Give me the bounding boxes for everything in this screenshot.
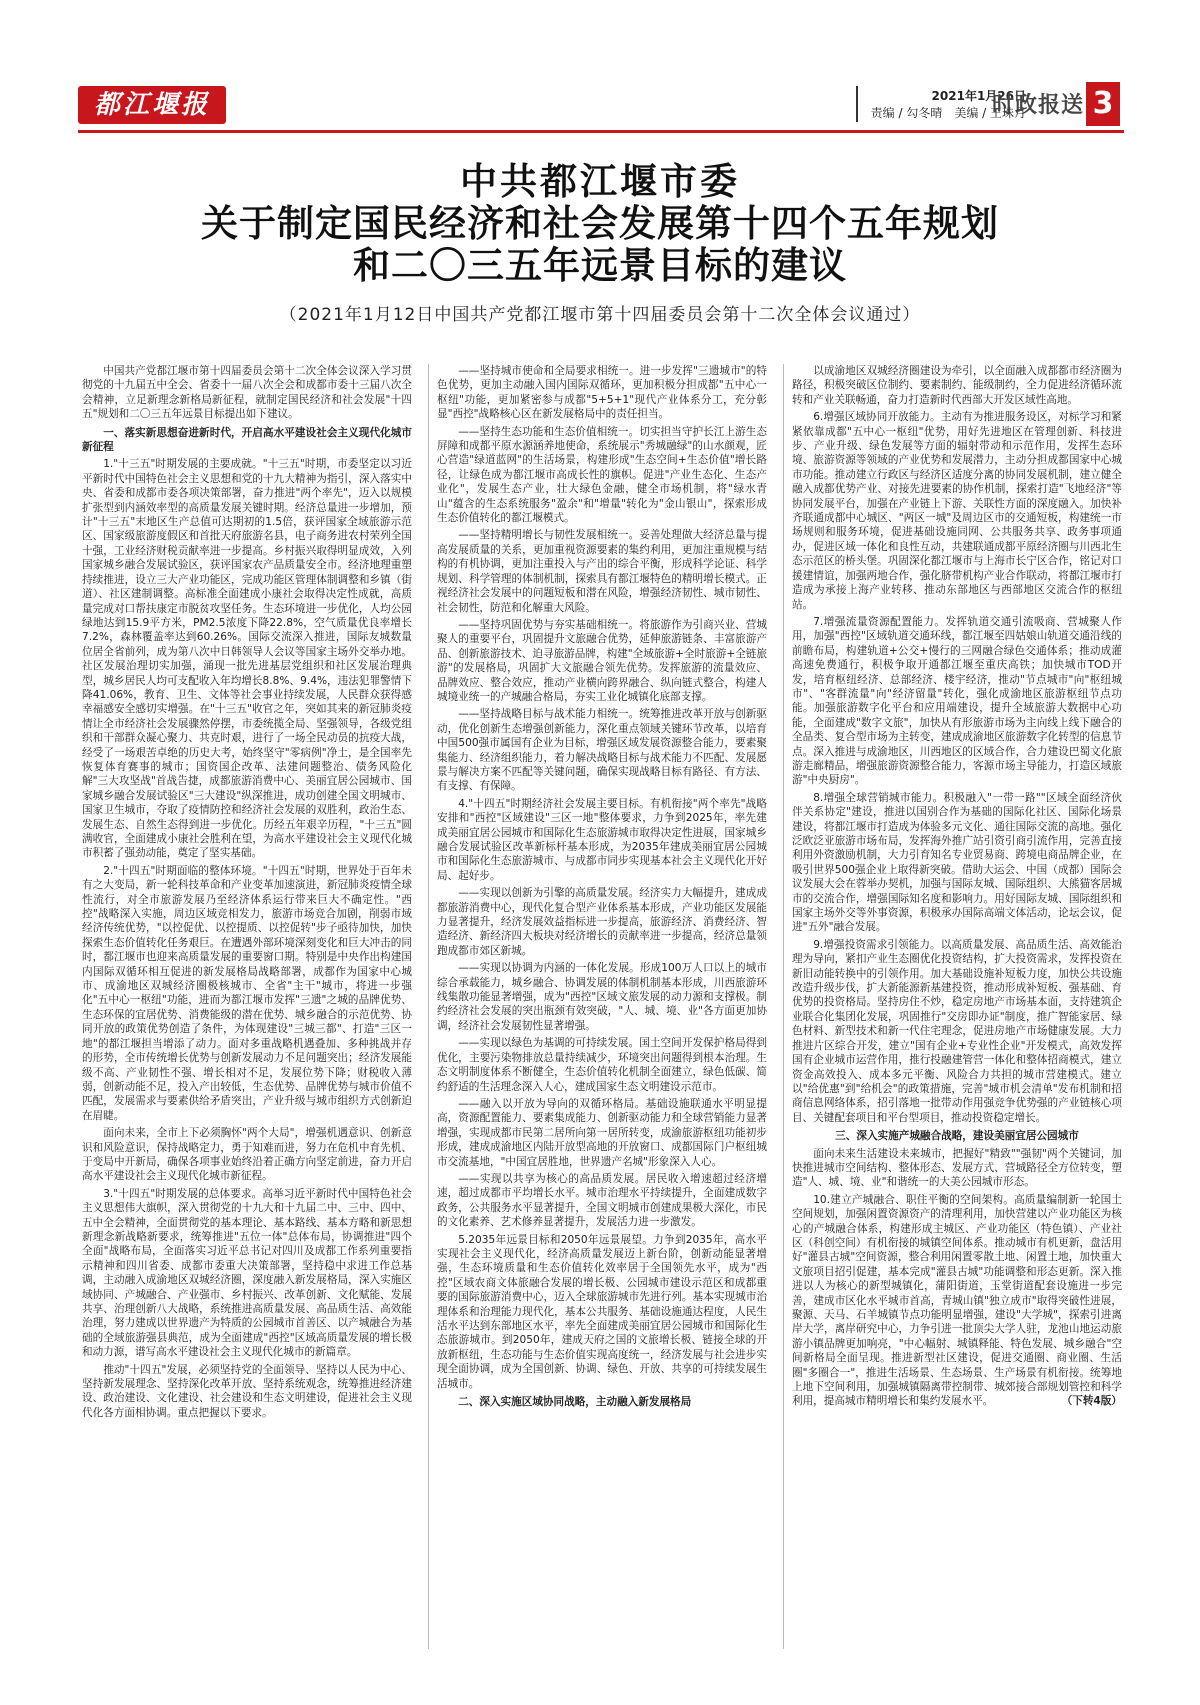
paragraph: 面向未来，全市上下必须胸怀"两个大局"，增强机遇意识、创新意识和风险意识，保持战略定力，勇于知难而进，努力在危机中育先机、于变局中开新局，确保各项事业始终沿着正确方向坚定前进，奋力开启高水平建设社会主义现代化城市新征程。: [82, 1127, 412, 1183]
paragraph: ——坚持战略目标与战术能力相统一。统筹推进改革开放与创新驱动，优化创新生态增强创新能力，深化重点领域关键环节改革，以培育中国500强市属国有企业为目标，增强区域发展资源整合能力，要素聚集能力、经济组织能力，着力解决战略目标与战术能力不匹配、发展愿景与解决方案不匹配等关键问题，确保实现战略目标有路径、有方法、有支撑、有保障。: [437, 708, 767, 793]
page-number: 3: [1086, 82, 1120, 126]
paragraph: ——实现以绿色为基调的可持续发展。国土空间开发保护格局得到优化，主要污染物排放总量持续减少，环境突出问题得到根本治理。生态文明制度体系不断健全，生态价值转化机制全面建立，绿色低碳、简约舒适的生活理念深入人心，建成国家生态文明建设示范市。: [437, 1037, 767, 1093]
masthead-rule: [78, 130, 1124, 133]
section-name: 时政报送: [991, 93, 1084, 118]
section-heading: 三、深入实施产城融合战略，建设美丽宜居公园城市: [835, 1130, 1079, 1143]
paragraph: 8.增强全球营销城市能力。积极融入"一带一路""区域全面经济伙伴关系协定"建设，推进以国别合作为基础的国际化社区、国际化场景建设，将都江堰市打造成为体验多元文化、通往国际交流的高地。强化泛欧泛亚旅游市场布局，发挥海外推广站引资引商引流作用，完善直接利用外资激励机制，大力引育知名专业贸易商、跨境电商品牌企业，在吸引世界500强企业上取得新突破。借助大运会、中国（成都）国际会议发展大会在蓉举办契机，加强与国际友城、国际组织、大熊猫客居城市的交流合作，增强国际知名度和影响力。用好国际友城、国际组织和国家主场外交等外事资源，积极承办国际高端文体活动，论坛会议，促进"五外"融合发展。: [792, 791, 1122, 934]
paragraph: 2."十四五"时期面临的整体环境。"十四五"时期，世界处于百年未有之大变局，新一轮科技革命和产业变革加速演进，新冠肺炎疫情全球性流行，对全市旅游发展乃至经济体系运行带来巨大不确定性。"西控"战略深入实施，周边区域竞相发力，旅游市场竞合加剧，削弱市域经济传统优势，"以控促优、以控提质、以控促转"步子亟待加快，加快探索生态价值转化任务艰巨。在遭遇外部环境深刻变化和巨大冲击的同时，都江堰市也迎来高质量发展的重要窗口期。特别是中央作出构建国内国际双循环相互促进的新发展格局战略部署，成都作为国家中心城市、成渝地区双城经济圈极核城市、全省"主干"城市，将进一步强化"五中心一枢纽"功能，进而为都江堰市发挥"三遗"之城的品牌优势、生态环保的宜居优势、消费能级的潜在优势、城乡融合的示范优势、协同开放的政策优势创造了条件，为体现建设"三城三都"、打造"三区一地"的都江堰担当增添了动力。面对多重战略机遇叠加、多种挑战并存的形势，全市传统增长优势与创新发展动力不足问题突出；经济发展能级不高、产业韧性不强、增长相对不足，发展位势下降；财税收入薄弱，创新动能不足，投入产出较低，生态优势、品牌优势与城市价值不匹配，发展需求与要素供给矛盾突出，产业升级与城市组织方式创新迫在眉睫。: [82, 864, 412, 1122]
paragraph: ——坚持精明增长与韧性发展相统一。妥善处理做大经济总量与提高发展质量的关系，更加重视资源要素的集约利用，更加注重规模与结构的有机协调，更加注重投入与产出的综合平衡，形成科学论证、科学规划、科学管理的体制机制，探索具有都江堰特色的精明增长模式。正视经济社会发展中的问题短板和潜在风险，增强经济韧性、城市韧性、社会韧性，防范和化解重大风险。: [437, 529, 767, 614]
masthead: [60, 82, 1140, 132]
paragraph: 1."十三五"时期发展的主要成就。"十三五"时期，市委坚定以习近平新时代中国特色社会主义思想和党的十九大精神为指引，深入落实中央、省委和成都市委各项决策部署，奋力推进"两个率先"，迈入以规模扩张型到内涵效率型的高质量发展关键时期。经济总量进一步增加，预计"十三五"末地区生产总值可达期初的1.5倍，获评国家全域旅游示范区、国家级旅游度假区和首批天府旅游名县，电子商务进农村荣列全国十强，工业经济财税贡献率进一步提高。乡村振兴取得明显成效，入列国家城乡融合发展试验区，获评国家农产品质量安全市。经济地理重塑持续推进，设立三大产业功能区，完成功能区管理体制调整和乡镇（街道）、社区建制调整。高标准全面建成小康社会取得决定性成就，高质量完成对口帮扶康定市脱贫攻坚任务。生态环境进一步优化，人均公园绿地达到15.9平方米，PM2.5浓度下降22.8%，空气质量优良率增长7.2%，森林覆盖率达到60.26%。国际交流深入推进，国际友城数量位居全省前列，成为第八次中日韩领导人会议等国家主场外交举办地。社区发展治理切实加强，涌现一批先进基层党组织和社区发展治理典型，城乡居民人均可支配收入年均增长8.8%、9.4%，违法犯罪警情下降41.06%，教育、卫生、文体等社会事业持续发展，人民群众获得感幸福感安全感切实增强。在"十三五"收官之年，突如其来的新冠肺炎疫情让全市经济社会发展骤然停摆，市委统揽全局、坚强领导，各级党组织和干部群众凝心聚力、共克时艰，进行了一场全民动员的抗疫大战，经受了一场艰苦卓绝的历史大考，始终坚守"零病例"净土，是全国率先恢复体育赛事的城市；国资国企改革、法建问题整治、债务风险化解"三大攻坚战"首战告捷，成都旅游消费中心、美丽宜居公园城市、国家城乡融合发展试验区"三大建设"纵深推进，成功创建全国文明城市、国家卫生城市，夺取了疫情防控和经济社会发展的双胜利，政治生态、发展生态、自然生态得到进一步优化。历经五年艰辛历程，"十三五"圆满收官，全面建成小康社会胜利在望，为高水平建设社会主义现代化城市积蓄了强劲动能，奠定了坚实基础。: [82, 458, 412, 860]
headline-line-3: 和二〇三五年远景目标的建议: [353, 243, 847, 287]
paragraph: [792, 1193, 1122, 1409]
headline-line-2: 关于制定国民经济和社会发展第十四个五年规划: [201, 201, 999, 245]
section-heading: 二、深入实施区域协同战略，主动融入新发展格局: [458, 1396, 692, 1409]
headline: [0, 160, 1200, 325]
paragraph: ——实现以协调为内涵的一体化发展。形成100万人口以上的城市综合承载能力，城乡融合、协调发展的体制机制基本形成，川西旅游环线集散功能显著增强，成为"西控"区域文旅发展的动力源和支撑极。制约经济社会发展的突出瓶颈有效突破，"人、城、境、业"各方面更加协调，经济社会发展韧性显著增强。: [437, 962, 767, 1032]
paragraph: ——实现以创新为引擎的高质量发展。经济实力大幅提升，建成成都旅游消费中心，现代化复合型产业体系基本形成，产业功能区发展能力显著提升，经济发展效益指标进一步提高，旅游经济、消费经济、智造经济、新经济四大板块对经济增长的贡献率进一步提高，经济总量领跑成都市郊区新城。: [437, 887, 767, 957]
paragraph: 4."十四五"时期经济社会发展主要目标。有机衔接"两个率先"战略安排和"西控"区域建设"三区一地"整体要求，力争到2025年，率先建成美丽宜居公园城市和国际化生态旅游城市取得决定性进展，国家城乡融合发展试验区改革新标杆基本形成，为2035年建成美丽宜居公园城市和国际化生态旅游城市、与成都市同步实现基本社会主义现代化开好局、起好步。: [437, 797, 767, 882]
paragraph-text: 10.建立产城融合、职住平衡的空间架构。高质量编制新一轮国土空间规划，加强闲置资源资产的清理利用，加快营建以产业功能区为核心的产城融合体系，构建形成主城区、产业功能区（特色镇）、产业社区（科创空间）有机衔接的城镇空间体系。推动城市有机更新，盘活用好"灌县古城"空间资源，整合利用闲置零散土地、闲置土地，加快重大文旅项目招引促建，基本完成"灌县古城"功能调整和形态更新。深入推进以人为核心的新型城镇化，蒲阳街道，玉堂街道配套设施进一步完善，建成市区化水平城市首高，青城山镇"独立成市"取得突破性进展，聚源、天马、石羊城镇节点功能明显增强，建设"大学城"，探索引进离岸大学，离岸研究中心，力争引进一批顶尖大学人驻，龙池山地运动旅游小镇品牌更加响亮，"中心幅射、城镇释能、特色发展、城乡融合"空间新格局全面呈现。推进新型社区建设，促进交通圈、商业圈、生活圈"多圈合一"，推进生活场景、生态场景、生产场景有机衔接。统筹地上地下空间利用，加强城镇隔离带控制带、城郊接合部规划管控和科学利用，提高城市精明增长和集约发展水平。: [792, 1193, 1122, 1408]
paragraph: 5.2035年远景目标和2050年远景展望。力争到2035年，高水平实现社会主义现代化，经济高质量发展迈上新台阶，创新动能显著增强，生态环境质量和生态价值转化效率居于全国领先水平，成为"西控"区域农商文体旅融合发展的增长极、公园城市建设示范区和成都重要的国际旅游消费中心，迈入全球旅游城市先进行列。基本实现城市治理体系和治理能力现代化，基本公共服务、基础设施通达程度，人民生活水平达到东部地区水平，率先全面建成美丽宜居公园城市和国际化生态旅游城市。到2050年，建成天府之国的文旅增长极、链接全球的开放新枢纽，生态功能与生态价值实现高度统一，经济发展与社会进步实现全面协调，成为全国创新、协调、绿色、开放、共享的可持续发展生活城市。: [437, 1233, 767, 1390]
paragraph: 面向未来生活建设未来城市，把握好"精致""强韧"两个关键词，加快推进城市空间结构、整体形态、发展方式、营城路径全方位转变，塑造"人、城、境、业"和谐统一的大美公园城市形态。: [792, 1147, 1122, 1189]
issue-date: 2021年1月26日: [931, 89, 1026, 103]
paragraph: 以成渝地区双城经济圈建设为牵引，以全面融入成都都市经济圈为路径，积极突破区位制约、要素制约、能级制约，全力促进经济循环流转和产业关联畅通，奋力打造新时代西部大开发区域性高地。: [792, 365, 1122, 406]
continued-on-page-4[interactable]: （下转4版）: [1061, 1395, 1122, 1408]
column-3: [783, 364, 1122, 1649]
headline-subtitle: （2021年1月12日中国共产党都江堰市第十四届委员会第十二次全体会议通过）: [279, 305, 921, 325]
paragraph: ——坚持城市使命和全局要求相统一。进一步发挥"三遗城市"的特色优势，更加主动融入国内国际双循环，更加积极分担成都"五中心一枢纽"功能，更加紧密参与成都"5+5+1"现代产业体系分工，充分彰显"西控"战略核心区在新发展格局中的责任担当。: [437, 365, 767, 421]
newspaper-logo: 都江堰报: [78, 86, 226, 124]
divider: [856, 86, 858, 122]
column-2: [428, 364, 767, 1649]
paragraph: 7.增强流量资源配置能力。发挥轨道交通引流吸商、营城聚人作用，加强"西控"区域轨道交通环线，都江堰至四姑娘山轨道交通沿线的前瞻布局，构建轨道+公交+慢行的三网融合绿色交通体系；推动成灌高速免费通行，积极争取开通都江堰至重庆高铁；加快城市TOD开发，培育枢纽经济、总部经济、楼宇经济，推动"节点城市"向"枢纽城市"、"客群流量"向"经济留量"转化，强化成渝地区旅游枢纽节点功能。加强旅游数字化平台和应用端建设，提升全域旅游大数据中心功能，全面建成"数字文旅"，加快从有形旅游市场为主向线上线下融合的全品类、复合型市场为主转变，建成成渝地区旅游数字化转型的信息节点。深入推进与成渝地区，川西地区的区域合作，合力建设巴蜀文化旅游走廊精品，增强旅游资源整合能力，客源市场主导能力，打造区域旅游"中央厨房"。: [792, 615, 1122, 787]
column-1: [82, 364, 412, 1649]
paragraph: 推动"十四五"发展，必须坚持党的全面领导、坚持以人民为中心、坚持新发展理念、坚持深化改革开放、坚持系统观念，统筹推进经济建设、政治建设、文化建设、社会建设和生态文明建设，促进社会主义现代化各方面相协调。重点把握以下要求。: [82, 1363, 412, 1419]
headline-line-1: 中共都江堰市委: [460, 159, 740, 203]
paragraph: ——实现以共享为核心的高品质发展。居民收入增速超过经济增速，超过成都市平均增长水平。城市治理水平持续提升，全面建成数字政务，公共服务水平显著提升，全国文明城市创建成果极大深化，市民的文化素养、艺术修养显著提升，发展活力进一步激发。: [437, 1172, 767, 1229]
paragraph: 9.增强投资需求引领能力。以高质量发展、高品质生活、高效能治理为导向，紧扣产业生态圈优化投资结构，扩大投资需求，发挥投资在新旧动能转换中的引领作用。加大基础设施补短板力度，加快公共设施改造升级步伐，扩大新能源新基建投资，推动形成补短板、强基础、育优势的投资格局。坚持房住不炒，稳定房地产市场基本面，支持建筑企业联合化集团化发展，巩固推行"交房即办证"制度，推广智能家居、绿色材料、新型技术和新一代住宅理念，促进房地产市场健康发展。大力推进片区综合开发，建立"国有企业+专业性企业"开发模式，高效发挥国有企业城市运营作用，推行投融建管营一体化和整体招商模式，建立资金高效投入、成本多元平衡、风险合力共担的城市营建模式。建立以"给优惠"到"给机会"的政策措施，完善"城市机会清单"发布机制和招商信息网络体系，招引落地一批带动作用强竞争优势强的产业链核心项目、关键配套项目和平台型项目，推动投资稳定增长。: [792, 938, 1122, 1124]
editors-line: 责编 / 勾冬晴 美编 / 王珠月: [870, 106, 1026, 120]
paragraph: 6.增强区域协同开放能力。主动有为推进服务设区，对标学习和紧紧依靠成都"五中心一枢纽"优势，用好先进地区在管理创新、科技进步、产业升级、绿色发展等方面的辐射带动和示范作用，发挥生态环境、旅游资源等领域的产业优势和发展潜力，主动分担成都国家中心城市功能。推动建立行政区与经济区适度分离的协同发展机制，建立健全融入成都优势产业、对接先进要素的协作机制，探索打造"飞地经济"等协同发展平台，加强在产业链上下游、关联性方面的深度融入。加快补齐联通成都中心城区、"两区一城"及周边区市的交通短板，构建统一市场规则和服务环境，促进基础设施同网、公共服务共享、政务事项通办，促进区域一体化和良性互动，共建联通成都平原经济圈与川西北生态示范区的桥头堡。巩固深化都江堰市与上海市长宁区合作，铭记对口援建情谊，加强两地合作，强化脐带机构产业合作联动，将都江堰市打造成为承接上海产业转移、推动东部地区与西部地区交流合作的枢纽站。: [792, 411, 1122, 611]
paragraph: ——坚持生态功能和生态价值相统一。切实担当守护长江上游生态屏障和成都平原水源涵养地使命，系统展示"秀城融绿"的山水颜观，匠心营造"绿道蓝网"的生活场景，构建形成"生态空间+生态价值"增长路径，让绿色成为都江堰市高成长性的旗帜。促进"产业生态化、生态产业化"，发展生态产业，壮大绿色金融，健全市场机制，将"绿水青山"蕴含的生态系统服务"盈余"和"增量"转化为"金山银山"，探索形成生态价值转化的都江堰模式。: [437, 425, 767, 525]
paragraph: ——融入以开放为导向的双循环格局。基础设施联通水平明显提高，资源配置能力、要素集成能力、创新驱动能力和全球营销能力显著增强，实现成都市民第二居所向第一居所转变，成渝旅游枢纽功能初步形成，建成成渝地区内陆开放型高地的开放窗口、成都国际门户枢纽城市交流基地，"中国宜居胜地，世界遗产名城"形象深入人心。: [437, 1097, 767, 1168]
paragraph: ——坚持巩固优势与夯实基础相统一。将旅游作为引商兴业、营城聚人的重要平台，巩固提升文旅融合优势，延伸旅游链条、丰富旅游产品、创新旅游技术、迫寻旅游品牌，构建"全域旅游+全时旅游+全链旅游"的发展格局，巩固扩大文旅融合领先优势。发挥旅游的流量效应、品牌效应、整合效应，推动产业横向跨界融合、纵向链式整合，构建人城境业统一的产城融合格局，夯实工业化城镇化底部支撑。: [437, 618, 767, 703]
section-heading: 一、落实新思想奋进新时代，开启高水平建设社会主义现代化城市新征程: [82, 426, 412, 454]
paragraph: 3."十四五"时期发展的总体要求。高举习近平新时代中国特色社会主义思想伟大旗帜，深入贯彻党的十九大和十九届二中、三中、四中、五中全会精神，全面贯彻党的基本理论、基本路线、基本方略和新思想新理念新战略新要求，统筹推进"五位一体"总体布局，协调推进"四个全面"战略布局，全面落实习近平总书记对四川及成都工作系列重要指示精神和四川省委、成都市委重大决策部署，坚持稳中求进工作总基调，主动融入成渝地区双城经济圈，深度融入新发展格局，深入实施区域协同、产城融合、产业强市、乡村振兴、改革创新、文化赋能、发展共享、治理创新八大战略，系统推进高质量发展、高品质生活、高效能治理，努力建成以世界遗产为特质的公园城市首善区、以产城融合为基础的全域旅游强县典范，成为全面建成"西控"区域高质量发展的增长极和动力源，谱写高水平建设社会主义现代化城市的新篇章。: [82, 1187, 412, 1359]
article-body: [82, 364, 1122, 1649]
paragraph: 中国共产党都江堰市第十四届委员会第十二次全体会议深入学习贯彻党的十九届五中全会、省委十一届八次全会和成都市委十三届八次全会精神，立足新理念新格局新征程，就制定国民经济和社会发展"十四五"规划和二〇三五年远景目标提出如下建议。: [82, 365, 412, 421]
